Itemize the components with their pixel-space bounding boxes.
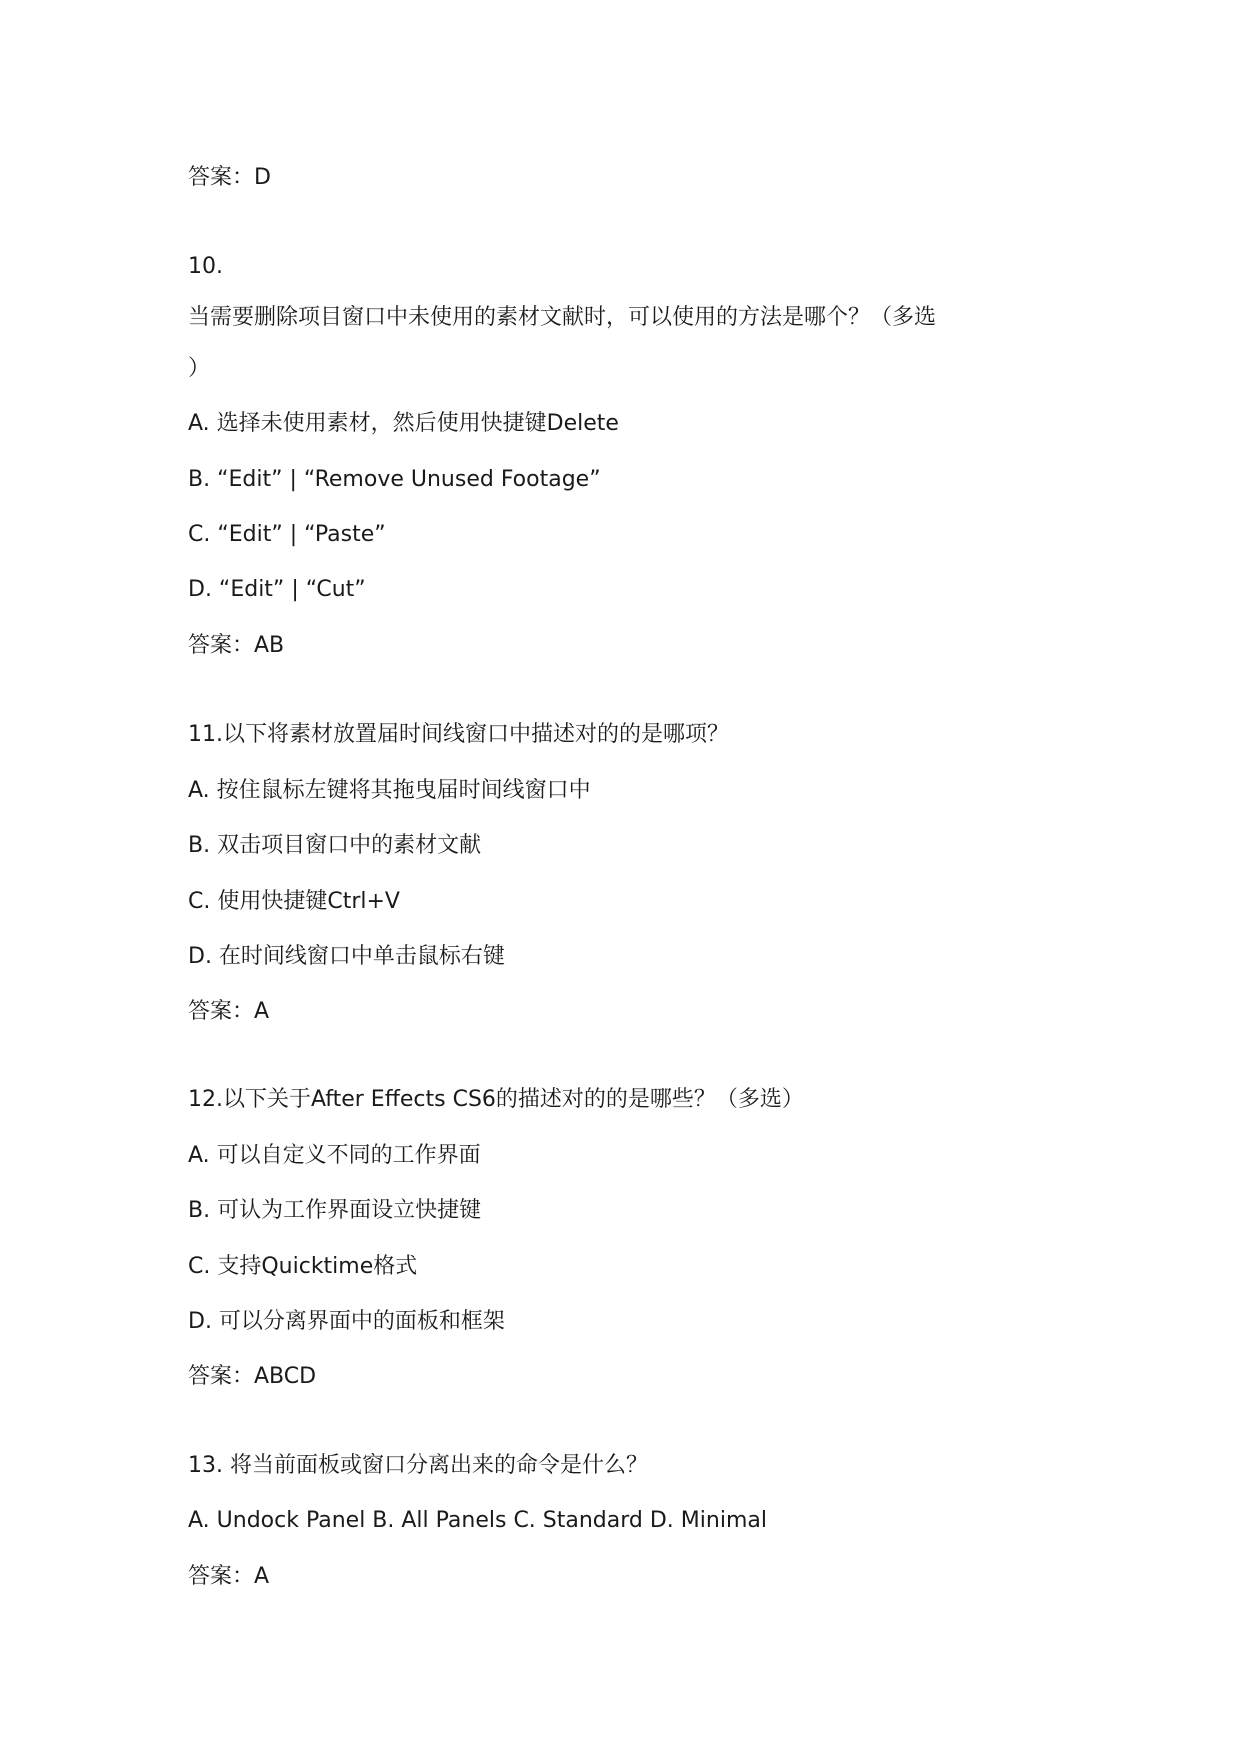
q10-answer: 答案：AB xyxy=(188,633,285,658)
q12-option-b: B. 可认为工作界面设立快捷键 xyxy=(188,1198,482,1223)
q10-stem-line1: 当需要删除项目窗口中未使用的素材文献时，可以使用的方法是哪个？（多选 xyxy=(188,305,937,330)
q12-stem: 12.以下关于After Effects CS6的描述对的的是哪些？（多选） xyxy=(188,1087,804,1112)
q10-option-a: A. 选择未使用素材，然后使用快捷键Delete xyxy=(188,411,619,436)
q12-option-a: A. 可以自定义不同的工作界面 xyxy=(188,1143,481,1168)
q10-option-b: B. “Edit” | “Remove Unused Footage” xyxy=(188,467,601,492)
q11-option-b: B. 双击项目窗口中的素材文献 xyxy=(188,833,482,858)
q11-option-d: D. 在时间线窗口中单击鼠标右键 xyxy=(188,944,505,969)
q12-option-c: C. 支持Quicktime格式 xyxy=(188,1254,418,1279)
q12-answer: 答案：ABCD xyxy=(188,1364,317,1389)
q10-option-d: D. “Edit” | “Cut” xyxy=(188,577,366,602)
q10-option-c: C. “Edit” | “Paste” xyxy=(188,522,386,547)
q13-stem: 13. 将当前面板或窗口分离出来的命令是什么？ xyxy=(188,1453,648,1478)
q13-answer: 答案：A xyxy=(188,1564,270,1589)
q11-stem: 11.以下将素材放置届时间线窗口中描述对的的是哪项？ xyxy=(188,722,729,747)
q10-number: 10. xyxy=(188,254,223,279)
q10-stem-line2: ） xyxy=(188,356,211,381)
q13-options: A. Undock Panel B. All Panels C. Standard D. Minimal xyxy=(188,1508,767,1533)
q11-answer: 答案：A xyxy=(188,999,270,1024)
q12-option-d: D. 可以分离界面中的面板和框架 xyxy=(188,1309,505,1334)
q11-option-c: C. 使用快捷键Ctrl+V xyxy=(188,889,400,914)
previous-answer: 答案：D xyxy=(188,165,271,190)
q11-option-a: A. 按住鼠标左键将其拖曳届时间线窗口中 xyxy=(188,778,591,803)
